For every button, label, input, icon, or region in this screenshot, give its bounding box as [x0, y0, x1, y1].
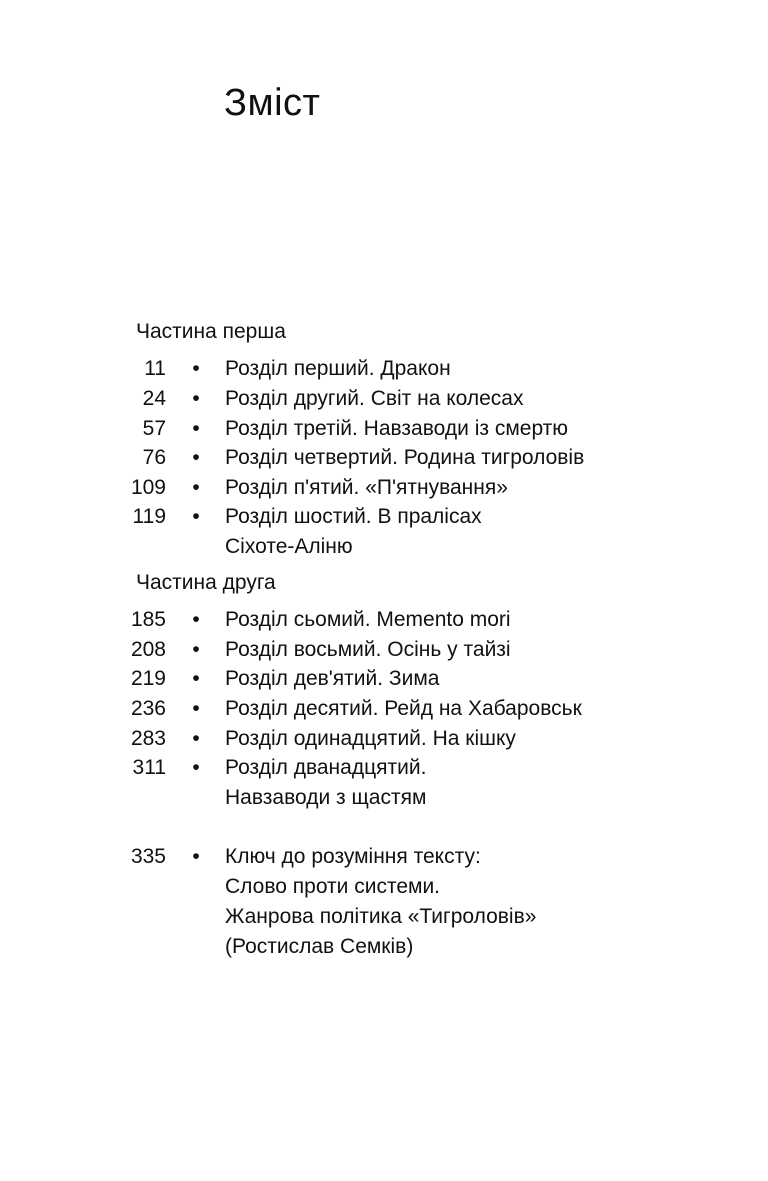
bullet-icon: • [192, 845, 200, 868]
page-number: 57 [142, 417, 166, 440]
entry-title-continued: Слово проти системи. [225, 875, 441, 898]
page-number: 11 [144, 357, 166, 380]
page-number: 76 [142, 446, 166, 469]
page-number: 24 [142, 387, 166, 410]
bullet-icon: • [192, 446, 200, 469]
page-number: 185 [130, 608, 166, 631]
bullet-icon: • [192, 756, 200, 779]
part-heading-2: Частина друга [136, 571, 276, 594]
entry-title: Розділ восьмий. Осінь у тайзі [225, 638, 511, 661]
part-heading-1: Частина перша [136, 320, 286, 343]
bullet-icon: • [192, 505, 200, 528]
entry-title: Розділ шостий. В пралісах [225, 505, 482, 528]
page-number: 311 [132, 756, 166, 779]
entry-title: Розділ дев'ятий. Зима [225, 667, 440, 690]
entry-title: Розділ п'ятий. «П'ятнування» [225, 476, 508, 499]
bullet-icon: • [192, 697, 200, 720]
entry-title: Розділ десятий. Рейд на Хабаровськ [225, 697, 582, 720]
bullet-icon: • [192, 667, 200, 690]
bullet-icon: • [192, 638, 200, 661]
bullet-icon: • [192, 417, 200, 440]
page-number: 335 [130, 845, 166, 868]
page-number: 236 [130, 697, 166, 720]
bullet-icon: • [192, 357, 200, 380]
entry-title: Розділ перший. Дракон [225, 357, 451, 380]
entry-title: Розділ четвертий. Родина тигроловів [225, 446, 585, 469]
entry-title: Розділ третій. Навзаводи із смертю [225, 417, 569, 440]
bullet-icon: • [192, 727, 200, 750]
page-number: 219 [130, 667, 166, 690]
entry-title: Розділ другий. Світ на колесах [225, 387, 524, 410]
page-number: 119 [132, 505, 166, 528]
entry-title: Розділ одинадцятий. На кішку [225, 727, 516, 750]
page-number: 283 [130, 727, 166, 750]
entry-title-continued: (Ростислав Семків) [225, 935, 414, 958]
page-number: 208 [130, 638, 166, 661]
entry-title-continued: Навзаводи з щастям [225, 786, 427, 809]
entry-title: Розділ дванадцятий. [225, 756, 427, 779]
entry-title: Розділ сьомий. Memento mori [225, 608, 511, 631]
bullet-icon: • [192, 476, 200, 499]
page-number: 109 [130, 476, 166, 499]
entry-title: Ключ до розуміння тексту: [225, 845, 481, 868]
entry-title-continued: Жанрова політика «Тигроловів» [225, 905, 537, 928]
bullet-icon: • [192, 608, 200, 631]
page-title: Зміст [224, 82, 321, 124]
bullet-icon: • [192, 387, 200, 410]
entry-title-continued: Сіхоте-Аліню [225, 535, 353, 558]
